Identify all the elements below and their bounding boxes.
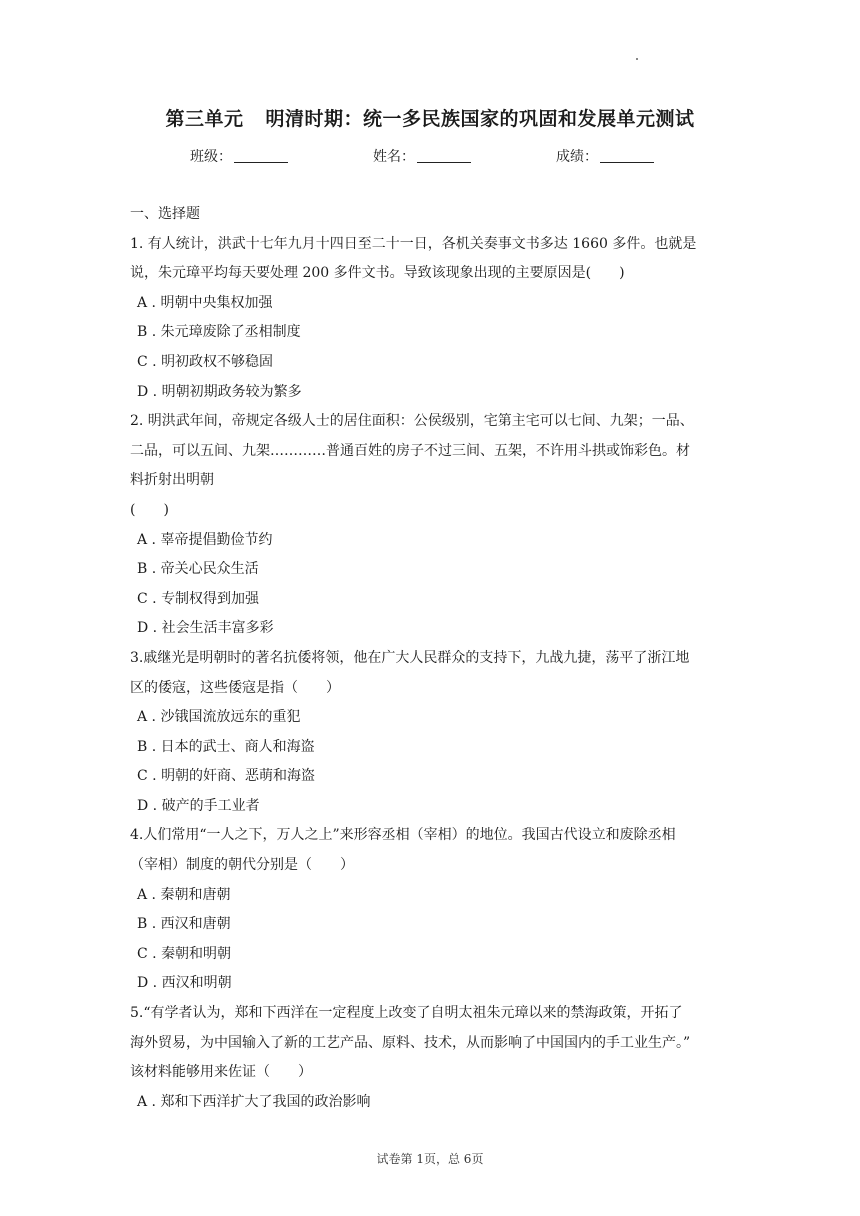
option-b[interactable]: B . 西汉和唐朝 [137,916,231,933]
class-blank[interactable] [234,148,288,163]
score-blank[interactable] [600,148,654,163]
question-5 [130,999,730,1117]
option-c[interactable]: C . 秦朝和明朝 [137,945,232,962]
option-c[interactable]: C . 专制权得到加强 [137,590,260,607]
question-4 [130,821,730,999]
question-text: 料折射出明朝 [130,472,214,489]
question-text: 说，朱元璋平均每天要处理 200 多件文书。导致该现象出现的主要原因是( ) [130,265,625,282]
option-b[interactable]: B . 朱元璋废除了丞相制度 [137,324,301,341]
question-text: 该材料能够用来佐证（ ） [130,1064,312,1081]
question-1 [130,230,730,408]
class-label: 班级： [190,149,232,165]
question-3 [130,644,730,822]
question-text: 5.“有学者认为，郑和下西洋在一定程度上改变了自明太祖朱元璋以来的禁海政策，开拓了 [130,1005,683,1022]
score-field [556,146,654,166]
page-title [0,104,860,131]
question-text: 3.戚继光是明朝时的著名抗倭将领，他在广大人民群众的支持下，九战九捷，荡平了浙江地 [130,649,690,666]
exam-title: 明清时期：统一多民族国家的巩固和发展单元测试 [265,108,695,130]
question-text: 区的倭寇，这些倭寇是指（ ） [130,679,340,696]
option-c[interactable]: C . 明初政权不够稳固 [137,353,274,370]
unit-label: 第三单元 [165,108,244,130]
name-field [373,146,471,166]
option-a[interactable]: A . 秦朝和唐朝 [137,886,231,903]
score-label: 成绩： [556,149,598,165]
name-label: 姓名： [373,149,415,165]
question-text: 海外贸易，为中国输入了新的工艺产品、原料、技术，从而影响了中国国内的手工业生产。” [130,1034,691,1051]
question-text: 1. 有人统计，洪武十七年九月十四日至二十一日，各机关奏事文书多达 1660 多件。也就是 [130,235,697,252]
option-b[interactable]: B . 帝关心民众生活 [137,561,259,578]
option-a[interactable]: A . 郑和下西洋扩大了我国的政治影响 [137,1093,371,1110]
option-a[interactable]: A . 沙锇国流放远东的重犯 [137,709,301,726]
question-text: 二品，可以五间、九架…………普通百姓的房子不过三间、五架，不许用斗拱或饰彩色。材 [130,442,690,459]
name-blank[interactable] [417,148,471,163]
page-footer: 试卷第 1页，总 6页 [376,1152,484,1166]
question-text: 4.人们常用“一人之下，万人之上”来形容丞相（宰相）的地位。我国古代设立和废除丞相 [130,827,676,844]
question-2 [130,407,730,644]
class-field [190,146,288,166]
question-text: 2. 明洪武年间，帝规定各级人士的居住面积：公侯级别，宅第主宅可以七间、九架；一品、 [130,413,694,430]
option-d[interactable]: D . 破产的手工业者 [137,797,260,814]
option-c[interactable]: C . 明朝的奸商、恶萌和海盗 [137,768,316,785]
page-dot [636,58,638,60]
question-list [130,200,730,1117]
question-text: ( ) [130,501,169,518]
question-text: （宰相）制度的朝代分别是（ ） [130,857,354,874]
option-d[interactable]: D . 西汉和明朝 [137,975,232,992]
option-a[interactable]: A . 辜帝提倡勤俭节约 [137,531,273,548]
section-heading: 一、选择题 [130,206,200,222]
option-b[interactable]: B . 日本的武士、商人和海盗 [137,738,315,755]
option-d[interactable]: D . 明朝初期政务较为繁多 [137,383,302,400]
option-a[interactable]: A . 明朝中央集权加强 [137,294,273,311]
option-d[interactable]: D . 社会生活丰富多彩 [137,620,274,637]
